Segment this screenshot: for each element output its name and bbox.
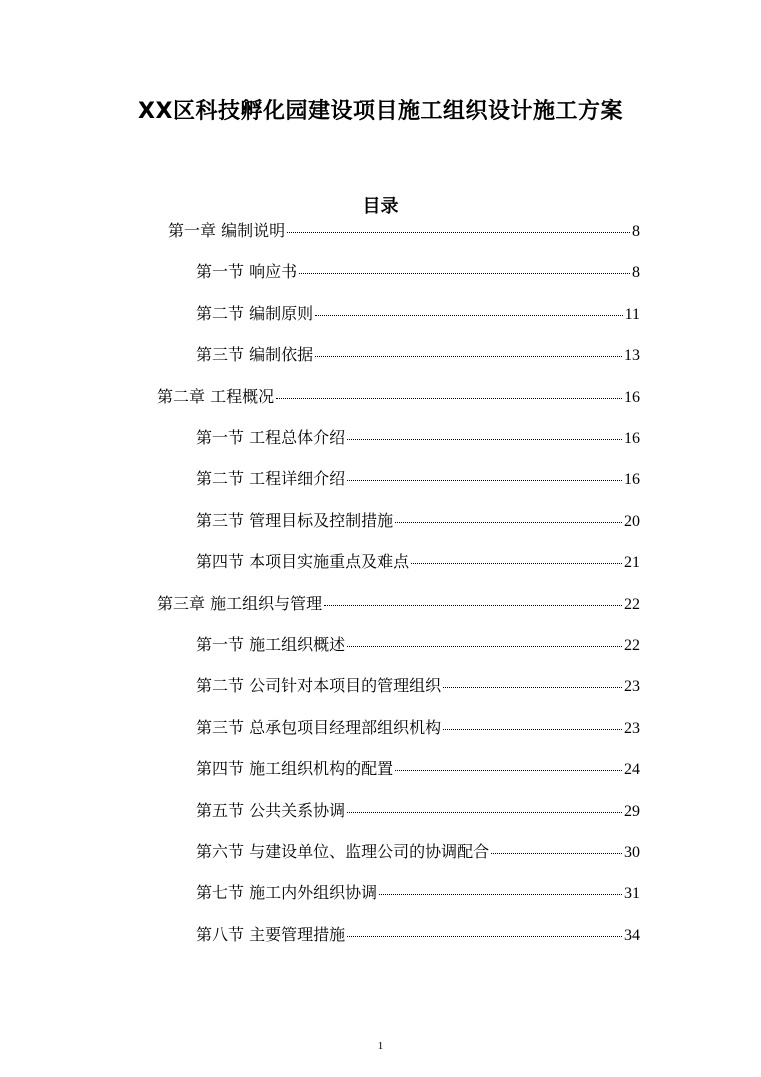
toc-section-entry[interactable] bbox=[196, 840, 640, 864]
toc-entry-title: 第六节 与建设单位、监理公司的协调配合 bbox=[196, 842, 490, 861]
toc-entry-title: 第七节 施工内外组织协调 bbox=[196, 883, 378, 903]
toc-section-entry[interactable] bbox=[196, 923, 640, 947]
toc-section-entry[interactable] bbox=[196, 509, 640, 533]
toc-section-entry[interactable] bbox=[196, 799, 640, 823]
toc-dot-leader bbox=[299, 272, 630, 274]
toc-heading: 目录 bbox=[362, 196, 399, 217]
toc-entry-title: 第二节 工程详细介绍 bbox=[196, 469, 346, 489]
footer-page-number: 1 bbox=[377, 1040, 384, 1052]
toc-entry-page-number: 23 bbox=[624, 719, 640, 737]
toc-dot-leader bbox=[347, 935, 622, 937]
toc-entry-page-number: 24 bbox=[624, 761, 640, 779]
toc-entry-page-number: 16 bbox=[624, 388, 640, 406]
toc-entry-title: 第三节 编制依据 bbox=[196, 345, 314, 365]
toc-dot-leader bbox=[443, 728, 622, 730]
toc-entry-title: 第三节 总承包项目经理部组织机构 bbox=[196, 717, 442, 737]
toc-entry-title: 第八节 主要管理措施 bbox=[196, 924, 346, 944]
toc-entry-title: 第四节 本项目实施重点及难点 bbox=[196, 552, 410, 572]
toc-dot-leader bbox=[443, 686, 622, 688]
toc-entry-page-number: 16 bbox=[624, 471, 640, 489]
toc-entry-page-number: 22 bbox=[624, 595, 640, 613]
toc-dot-leader bbox=[324, 604, 622, 606]
toc-chapter-entry[interactable] bbox=[157, 592, 640, 616]
toc-entry-title: 第一节 工程总体介绍 bbox=[196, 428, 346, 447]
toc-entry-title: 第一章 编制说明 bbox=[168, 221, 286, 240]
toc-dot-leader bbox=[347, 438, 622, 440]
toc-entry-title: 第二节 编制原则 bbox=[196, 303, 314, 323]
toc-entry-title: 第一节 响应书 bbox=[196, 262, 298, 282]
toc-entry-title: 第三节 管理目标及控制措施 bbox=[196, 510, 394, 530]
toc-dot-leader bbox=[347, 811, 622, 813]
toc-section-entry[interactable] bbox=[196, 633, 640, 657]
toc-dot-leader bbox=[411, 562, 622, 564]
toc-entry-title: 第五节 公共关系协调 bbox=[196, 800, 346, 820]
toc-section-entry[interactable] bbox=[196, 260, 640, 284]
toc-dot-leader bbox=[379, 893, 622, 895]
toc-entry-page-number: 31 bbox=[624, 885, 640, 903]
toc-entry-page-number: 22 bbox=[624, 637, 640, 654]
toc-entry-page-number: 13 bbox=[624, 347, 640, 365]
toc-entry-title: 第四节 施工组织机构的配置 bbox=[196, 759, 394, 779]
toc-entry-page-number: 11 bbox=[624, 305, 640, 323]
toc-dot-leader bbox=[315, 355, 622, 357]
toc-section-entry[interactable] bbox=[196, 343, 640, 367]
toc-dot-leader bbox=[491, 852, 622, 854]
toc-entry-title: 第一节 施工组织概述 bbox=[196, 635, 346, 654]
toc-entry-page-number: 20 bbox=[624, 512, 640, 530]
toc-section-entry[interactable] bbox=[196, 302, 640, 326]
toc-entry-page-number: 23 bbox=[624, 678, 640, 696]
toc-entry-page-number: 30 bbox=[624, 844, 640, 861]
toc-entry-page-number: 29 bbox=[624, 802, 640, 820]
toc-dot-leader bbox=[287, 231, 630, 233]
document-title: XX区科技孵化园建设项目施工组织设计施工方案 bbox=[138, 99, 623, 124]
toc-entry-page-number: 8 bbox=[632, 264, 640, 282]
toc-entry-page-number: 16 bbox=[624, 430, 640, 447]
toc-dot-leader bbox=[315, 314, 623, 316]
toc-entry-title: 第二章 工程概况 bbox=[157, 386, 275, 406]
toc-entry-page-number: 21 bbox=[624, 554, 640, 572]
toc-dot-leader bbox=[347, 645, 622, 647]
toc-section-entry[interactable] bbox=[196, 757, 640, 781]
toc-section-entry[interactable] bbox=[196, 550, 640, 574]
toc-dot-leader bbox=[276, 397, 622, 399]
toc-section-entry[interactable] bbox=[196, 881, 640, 905]
toc-entry-title: 第二节 公司针对本项目的管理组织 bbox=[196, 676, 442, 696]
toc-section-entry[interactable] bbox=[196, 674, 640, 698]
toc-chapter-entry[interactable] bbox=[157, 385, 640, 409]
toc-section-entry[interactable] bbox=[196, 467, 640, 491]
toc-dot-leader bbox=[347, 479, 622, 481]
toc-section-entry[interactable] bbox=[196, 716, 640, 740]
toc-section-entry[interactable] bbox=[196, 426, 640, 450]
toc-entry-page-number: 8 bbox=[632, 223, 640, 240]
toc-dot-leader bbox=[395, 521, 622, 523]
toc-dot-leader bbox=[395, 769, 622, 771]
toc-entry-page-number: 34 bbox=[624, 926, 640, 944]
toc-chapter-entry[interactable] bbox=[168, 219, 640, 243]
toc-entry-title: 第三章 施工组织与管理 bbox=[157, 593, 323, 613]
